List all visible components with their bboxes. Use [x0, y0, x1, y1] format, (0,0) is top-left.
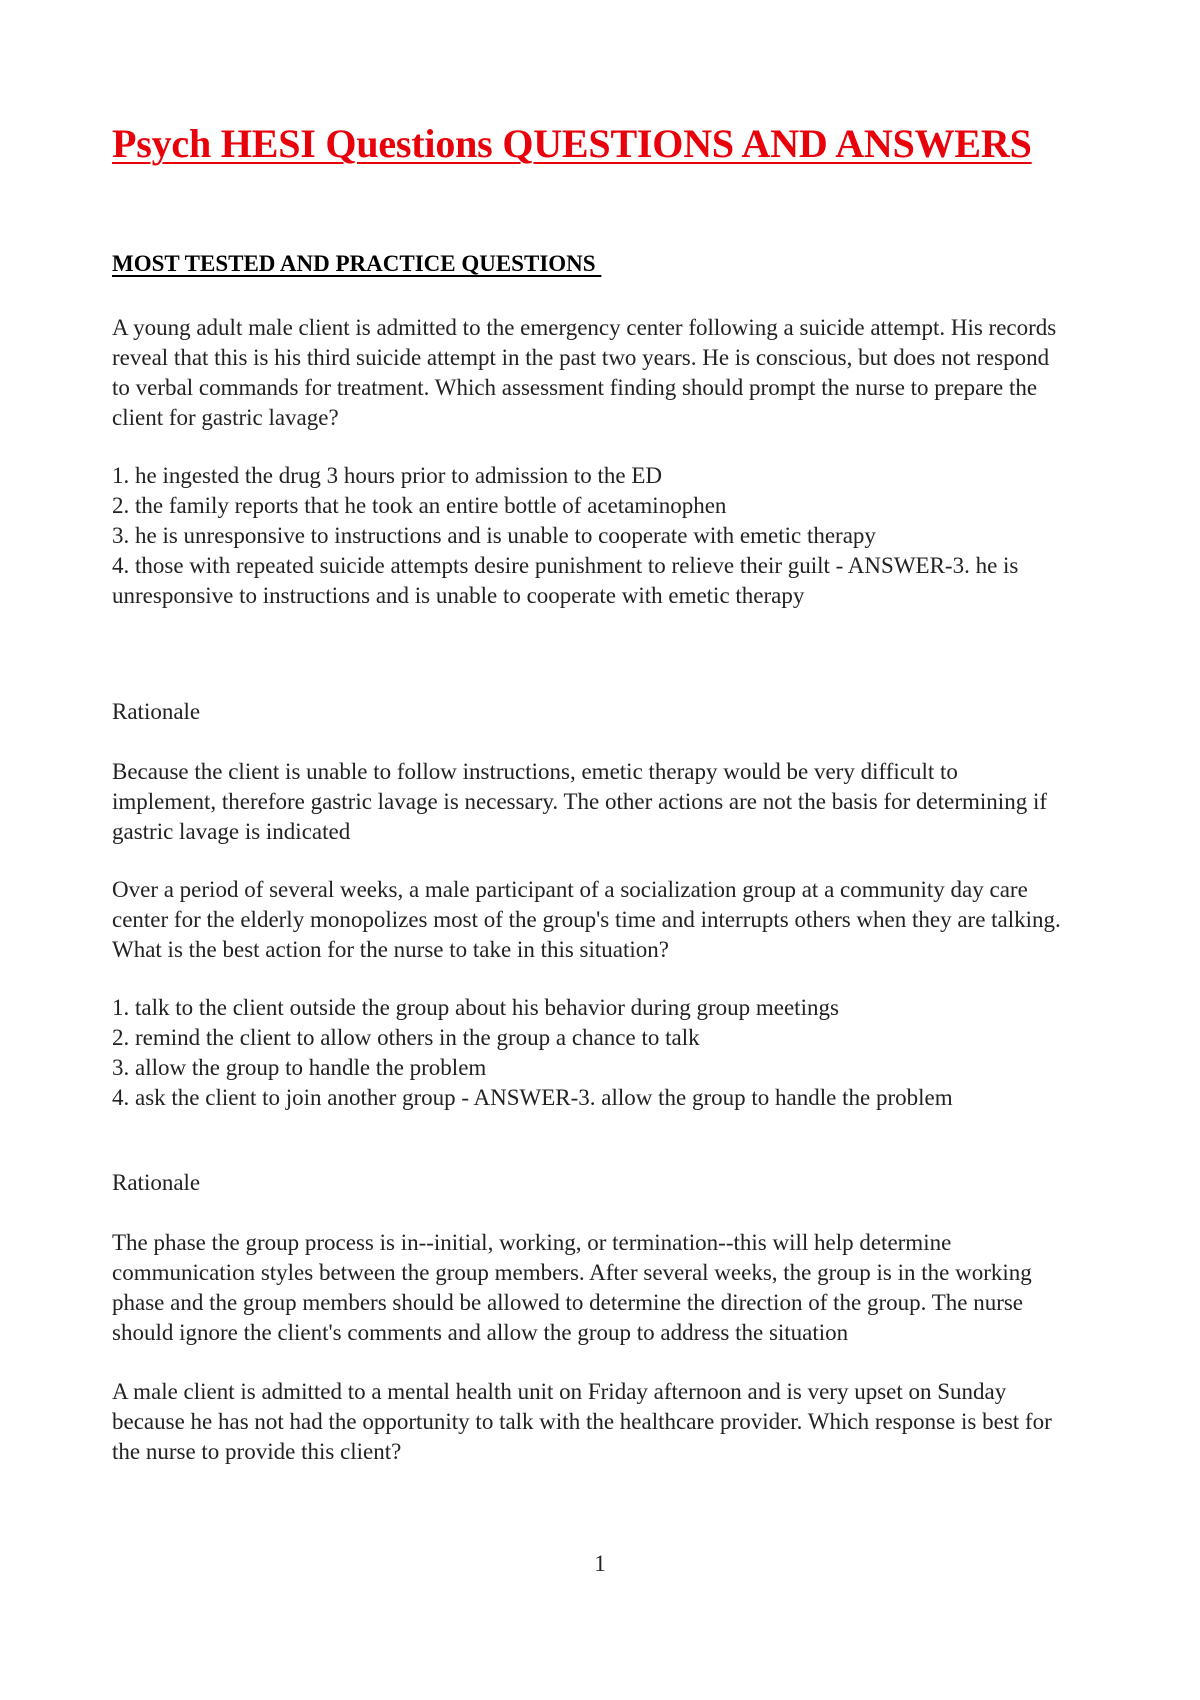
rationale-2-text	[112, 1228, 1092, 1348]
rationale-2-line: should ignore the client's comments and allow the group to address the situation	[112, 1320, 849, 1345]
question-2-option: 1. talk to the client outside the group about his behavior during group meetings	[112, 995, 839, 1020]
question-1-option: 1. he ingested the drug 3 hours prior to admission to the ED	[112, 463, 663, 488]
question-1-line: reveal that this is his third suicide attempt in the past two years. He is conscious, but does not respond	[112, 345, 1050, 370]
rationale-1-heading	[112, 697, 1092, 727]
question-2-line: center for the elderly monopolizes most of the group's time and interrupts others when they are talking.	[112, 907, 1061, 932]
question-2-option: 2. remind the client to allow others in the group a chance to talk	[112, 1025, 700, 1050]
question-1-option: 3. he is unresponsive to instructions and is unable to cooperate with emetic therapy	[112, 523, 876, 548]
rationale-1-line: implement, therefore gastric lavage is necessary. The other actions are not the basis for determining if	[112, 789, 1047, 814]
page-number: 1	[594, 1551, 606, 1576]
question-1-option: 4. those with repeated suicide attempts desire punishment to relieve their guilt - ANSWER-3. he is	[112, 553, 1019, 578]
question-3-line: the nurse to provide this client?	[112, 1439, 402, 1464]
question-2-options	[112, 993, 1092, 1113]
question-1-line: client for gastric lavage?	[112, 405, 339, 430]
rationale-2-line: The phase the group process is in--initial, working, or termination--this will help determine	[112, 1230, 952, 1255]
rationale-1-text	[112, 757, 1092, 847]
rationale-1-line: Because the client is unable to follow instructions, emetic therapy would be very difficult to	[112, 759, 958, 784]
question-1-line: to verbal commands for treatment. Which assessment finding should prompt the nurse to prepare the	[112, 375, 1038, 400]
rationale-2-line: phase and the group members should be allowed to determine the direction of the group. The nurse	[112, 1290, 1024, 1315]
question-1-options	[112, 461, 1092, 611]
question-1-line: A young adult male client is admitted to the emergency center following a suicide attempt. His records	[112, 315, 1057, 340]
question-2-option: 4. ask the client to join another group - ANSWER-3. allow the group to handle the problem	[112, 1085, 953, 1110]
rationale-1-line: gastric lavage is indicated	[112, 819, 351, 844]
document-title: Psych HESI Questions QUESTIONS AND ANSWERS	[112, 121, 1032, 166]
question-3-text	[112, 1377, 1092, 1467]
question-2-option: 3. allow the group to handle the problem	[112, 1055, 487, 1080]
rationale-2-heading	[112, 1168, 1092, 1198]
rationale-heading-text: Rationale	[112, 1170, 201, 1195]
rationale-heading-text: Rationale	[112, 699, 201, 724]
question-1-option: 2. the family reports that he took an entire bottle of acetaminophen	[112, 493, 727, 518]
question-1-text	[112, 313, 1092, 433]
question-3-line: A male client is admitted to a mental health unit on Friday afternoon and is very upset on Sunday	[112, 1379, 1007, 1404]
question-2-line: Over a period of several weeks, a male participant of a socialization group at a community day care	[112, 877, 1028, 902]
question-2-text	[112, 875, 1092, 965]
question-3-line: because he has not had the opportunity to talk with the healthcare provider. Which response is best for	[112, 1409, 1052, 1434]
question-1-option: unresponsive to instructions and is unable to cooperate with emetic therapy	[112, 583, 805, 608]
question-2-line: What is the best action for the nurse to take in this situation?	[112, 937, 669, 962]
rationale-2-line: communication styles between the group members. After several weeks, the group is in the working	[112, 1260, 1032, 1285]
section-heading: MOST TESTED AND PRACTICE QUESTIONS	[112, 251, 602, 276]
